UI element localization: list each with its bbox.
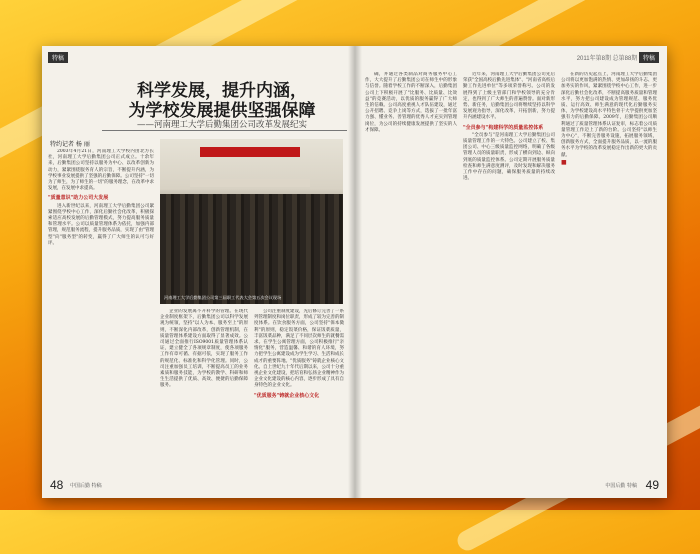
section-heading: "全员参与"构建科学的质量监控体系	[463, 124, 544, 131]
right-column-1	[365, 72, 457, 480]
podium-table	[190, 179, 310, 187]
paragraph: 确，并通过各类制品对商务服务中心工作，大大提升了后勤集团公司在师生中的形象与信誉。随着学校工作的不断深入，后勤集团公司上下积极开展了"比服务、比质量、比效益"的竞赛活动，以优质的服务赢得了广大师生的信赖。公司高度重视人才队伍建设，通过公开招聘、竞争上岗等方式，选拔了一批年富力强、懂业务、善管理的优秀人才充实到管理岗位，为公司的持续健康发展提供了坚实的人才保障。	[365, 72, 457, 133]
right-column-3	[561, 72, 657, 480]
title-divider	[102, 130, 347, 131]
section-tag: 特稿	[48, 52, 68, 63]
section-tag: 特稿	[639, 52, 659, 63]
meeting-photo	[160, 139, 343, 304]
end-mark: ■	[561, 158, 567, 166]
left-column-1	[48, 149, 154, 479]
left-column-3	[254, 309, 344, 481]
paragraph: 在新的历史起点上，河南理工大学后勤集团公司将以更加饱满的热情、更加昂扬的斗志、更加务实的作风，紧紧围绕学校中心工作，进一步深化后勤社会化改革，不断提高服务质量和管理水平，努力把公司建设成为管理规范、服务优质、运行高效、师生满意的现代化后勤服务实体，为学校建设高水平特色骨干大学提供更加坚强有力的后勤保障。2009年，后勤集团公司顺利通过了质量管理体系认证复审，标志着公司质量管理工作迈上了新的台阶。公司坚持"以师生为中心"，不断完善服务设施，拓展服务领域，创新服务方式，全面提升服务品质，以一流的服务水平为学校的改革发展稳定作出新的更大的贡献。	[561, 72, 657, 158]
byline: 特约记者 杨 丽	[50, 141, 90, 148]
left-page	[42, 46, 354, 498]
paragraph: 公司注重制度建设，先后修订完善了一系列管理制度和岗位职责，形成了较为完善的制度体系。在饮食服务方面，公司坚持"保本微利"的原则，稳定饭菜价格，保证饭菜质量，丰富饭菜品种，满足了不同层次师生的就餐需求。在学生公寓管理方面，公司积极推行"亲情化"服务，营造温馨、和谐的育人环境，努力把学生公寓建设成为学生学习、生活和成长成才的重要阵地。"优质服务"铸就企业核心文化。自上世纪九十年代后期以来，公司十分重视企业文化建设，把培育和弘扬企业精神作为企业文化建设的核心内容，逐步形成了具有自身特色的企业文化。	[254, 309, 344, 389]
page-spine-shadow	[348, 46, 362, 498]
footer-right: 中国后勤 特稿	[605, 483, 637, 489]
article-subtitle: ——河南理工大学后勤集团公司改革发展纪实	[136, 120, 307, 130]
photo-caption: 河南理工大学后勤集团公司第三届职工代表大会第五次会议现场	[164, 295, 282, 300]
right-column-2	[463, 72, 555, 480]
paragraph: "全员参与"是河南理工大学后勤集团公司质量管理工作的一大特色。公司建立了校、集团公司、中心三级质量监控网络，明确了各级管理人员的质量职责，形成了横向到边、纵向到底的质量监控体系。公司定期开展服务质量检查和师生满意度测评，及时发现和解决服务工作中存在的问题，确保服务质量的持续改进。	[463, 132, 555, 182]
audience-rows	[160, 194, 343, 304]
right-page	[355, 46, 667, 498]
left-column-2	[160, 309, 248, 481]
left-page-header	[48, 52, 68, 63]
section-heading: "质量意识"助力公司大发展	[48, 195, 109, 202]
paragraph: 近年来，河南理工大学后勤集团公司先后荣获"全国高校后勤先进集体"、"河南省高校后勤工作先进单位"等多项荣誉称号。公司的发展得到了上级主管部门和学校领导的充分肯定，也得到了广大师生的普遍赞誉。面对新形势、新任务，后勤集团公司将继续坚持以科学发展观为指导，深化改革，开拓创新，努力提升内涵建设水平。	[463, 72, 555, 121]
red-banner	[200, 147, 300, 157]
article-title-line2: 为学校发展提供坚强保障	[128, 101, 316, 121]
page-number-right: 49	[645, 478, 659, 492]
page-number-left: 48	[50, 478, 64, 492]
paragraph: 2003年4月21日，河南理工大学校内由北方长社，河南理工大学后勤集团公司正式成立。十余年来，后勤集团公司坚持以服务为中心、以改革创新为动力，紧紧围绕服务育人的宗旨，不断提升内涵，为学校事业发展提供了坚强的后勤保障。公司坚持"一切为了师生，为了师生的一切"的服务理念，在改革中求发展，在发展中求提高。	[48, 149, 154, 192]
issue-info: 2011年第8期 总第88期	[576, 56, 638, 62]
magazine-spread	[42, 46, 667, 498]
paragraph: 进入新世纪以来，河南理工大学后勤集团公司紧紧围绕学校中心工作，深化后勤社会化改革，积极探索适应高校发展的后勤管理模式，努力提高服务质量和管理水平。公司以质量管理体系为依托，加强内部管理，规范服务流程，提升服务品质，实现了由"管理型"向"服务型"的转变，赢得了广大师生的认可与好评。	[48, 203, 154, 246]
footer-left: 中国后勤 特稿	[70, 483, 102, 489]
right-page-header	[577, 52, 659, 63]
paragraph: 企业的发展离不开科学的管理。在现代企业制度框架下，后勤集团公司以科学发展观为统领，坚持"以人为本、服务至上"的原则，不断深化内部改革，创新管理机制，在质量管理体系建设方面取得了显著成效。公司通过全面推行ISO9001质量管理体系认证，建立健全了各项规章制度，使各项服务工作有章可循、有据可依，实现了服务工作的规范化、标准化和科学化管理。同时，公司注重加强员工培训，不断提高员工的业务素质和服务技能，为学校的教学、科研和师生生活提供了优质、高效、便捷的后勤保障服务。	[160, 309, 248, 389]
section-heading: "优质服务"铸就企业核心文化	[254, 392, 320, 399]
article-title-line1: 科学发展，提升内涵，	[137, 81, 307, 101]
